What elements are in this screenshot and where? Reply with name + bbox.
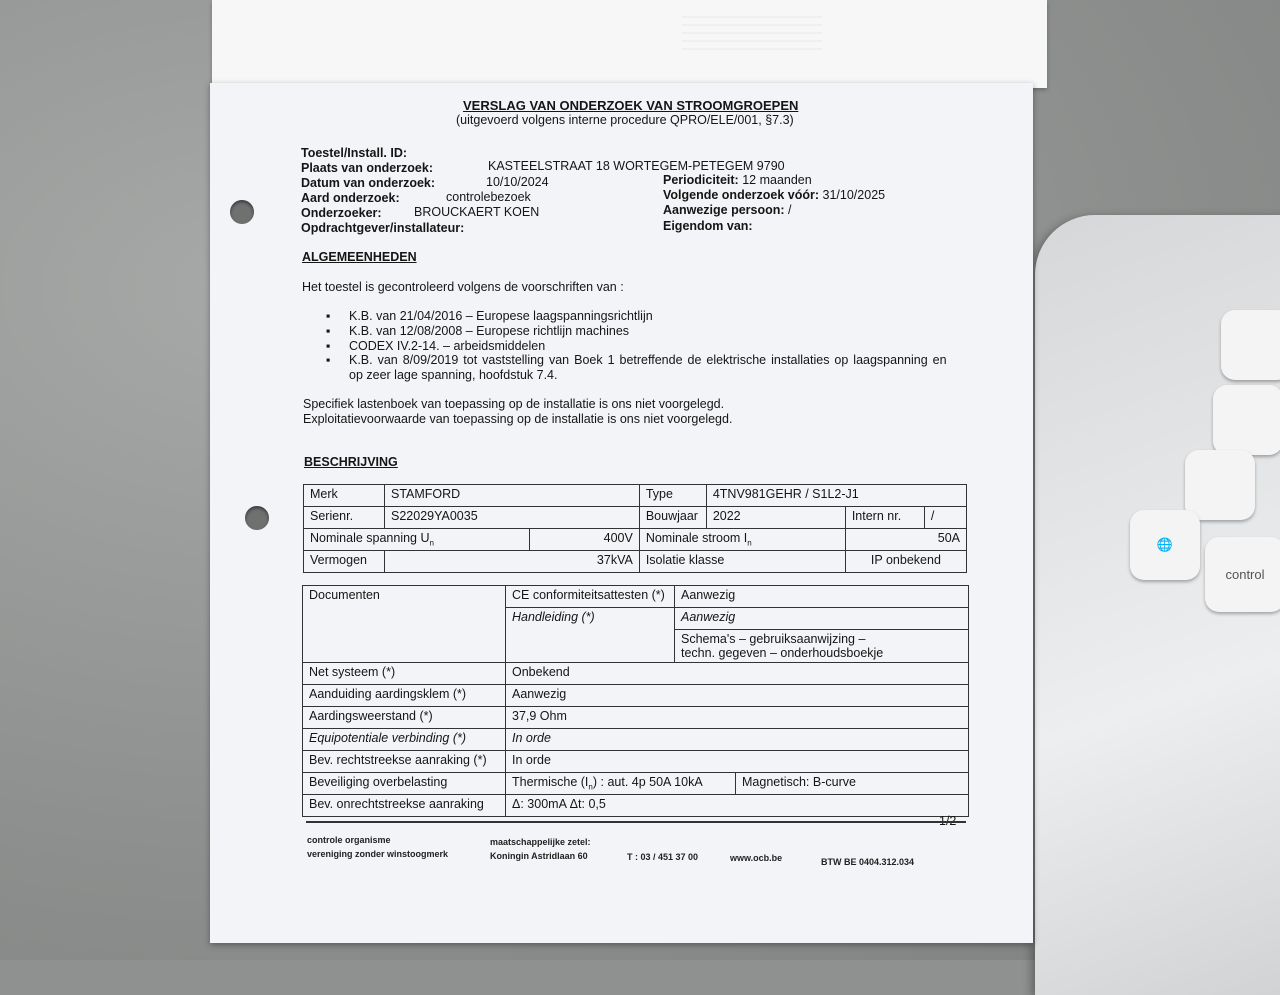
place-value: KASTEELSTRAAT 18 WORTEGEM-PETEGEM 9790 <box>488 159 785 173</box>
type-label: Type <box>639 485 706 507</box>
owner-label: Eigendom van: <box>663 219 753 233</box>
periodicity-label: Periodiciteit: <box>663 173 739 187</box>
check-value: In orde <box>506 751 969 773</box>
current-label: Nominale stroom $I_n$ <box>639 529 845 551</box>
bullet-item: ▪ <box>326 324 331 338</box>
kind-label: Aard onderzoek: <box>301 191 400 205</box>
control-key <box>1205 537 1280 612</box>
punch-hole <box>245 506 269 530</box>
date-label: Datum van onderzoek: <box>301 176 436 190</box>
equipment-table <box>303 484 967 573</box>
voltage-label: Nominale spanning $U_n$ <box>304 529 530 551</box>
present-person-label: Aanwezige persoon: <box>663 203 785 217</box>
bullet-item: ▪ <box>326 353 331 367</box>
globe-key: 🌐 <box>1130 510 1200 580</box>
spec-note: Specifiek lastenboek van toepassing op de installatie is ons niet voorgelegd. <box>303 397 725 411</box>
check-label: Equipotentiale verbinding (*) <box>303 729 506 751</box>
overload-label: Beveiliging overbelasting <box>303 773 506 795</box>
power-value: 37kVA <box>385 551 640 573</box>
bullet-text-continued: op zeer lage spanning, hoofdstuk 7.4. <box>349 368 558 382</box>
report-title: VERSLAG VAN ONDERZOEK VAN STROOMGROEPEN <box>463 98 799 113</box>
next-inspection-label: Volgende onderzoek vóór: <box>663 188 820 202</box>
footer-phone: T : 03 / 451 37 00 <box>627 852 699 862</box>
serial-label: Serienr. <box>304 507 385 529</box>
next-inspection-value: 31/10/2025 <box>822 188 886 202</box>
ip-value: IP onbekend <box>845 551 966 573</box>
control-key-label: control <box>1225 567 1265 582</box>
bullet-text: CODEX IV.2-14. – arbeidsmiddelen <box>349 339 546 353</box>
check-value: In orde <box>506 729 969 751</box>
footer-org-type: controle organisme <box>307 835 391 845</box>
bullet-item: ▪ <box>326 339 331 353</box>
brand-label: Merk <box>304 485 385 507</box>
bullet-text: K.B. van 8/09/2019 tot vaststelling van Boek 1 betreffende de elektrische installaties op laagspanning en <box>349 353 947 367</box>
brand-value: STAMFORD <box>385 485 640 507</box>
ce-value: Aanwezig <box>675 586 969 608</box>
check-label: Bev. rechtstreekse aanraking (*) <box>303 751 506 773</box>
footer-divider <box>306 821 966 823</box>
check-label: Net systeem (*) <box>303 663 506 685</box>
footer-vat: BTW BE 0404.312.034 <box>821 857 915 867</box>
general-intro: Het toestel is gecontroleerd volgens de voorschriften van : <box>302 280 624 294</box>
underlying-sheet-text <box>682 10 822 50</box>
inspector-label: Onderzoeker: <box>301 206 382 220</box>
footer-seat-label: maatschappelijke zetel: <box>490 837 591 847</box>
voltage-value: 400V <box>530 529 640 551</box>
insulation-label: Isolatie klasse <box>639 551 845 573</box>
manual-value: Aanwezig <box>675 608 969 630</box>
internal-label: Intern nr. <box>845 507 924 529</box>
date-value: 10/10/2024 <box>486 175 549 189</box>
serial-value: S22029YA0035 <box>385 507 640 529</box>
ce-label: CE conformiteitsattesten (*) <box>506 586 675 608</box>
footer-org-kind: vereniging zonder winstoogmerk <box>307 849 449 859</box>
device-id-label: Toestel/Install. ID: <box>301 146 408 160</box>
overload-value: Thermische $(I_n)$ : aut. 4p 50A 10kA <box>506 773 736 795</box>
place-label: Plaats van onderzoek: <box>301 161 433 175</box>
keyboard-key <box>1213 385 1280 455</box>
description-heading: BESCHRIJVING <box>304 455 398 469</box>
underlying-sheet <box>212 0 1047 88</box>
type-value: 4TNV981GEHR / S1L2-J1 <box>706 485 966 507</box>
keyboard-key <box>1221 310 1280 380</box>
general-heading: ALGEMEENHEDEN <box>302 250 417 264</box>
indirect-label: Bev. onrechtstreekse aanraking <box>303 795 506 817</box>
check-value: Aanwezig <box>506 685 969 707</box>
inspector-value: BROUCKAERT KOEN <box>414 205 540 219</box>
footer-address: Koningin Astridlaan 60 <box>490 851 588 861</box>
bullet-text: K.B. van 12/08/2008 – Europese richtlijn machines <box>349 324 630 338</box>
footer-website: www.ocb.be <box>730 853 783 863</box>
internal-value: / <box>924 507 966 529</box>
power-label: Vermogen <box>304 551 385 573</box>
magnetic-value: Magnetisch: B-curve <box>736 773 969 795</box>
kind-value: controlebezoek <box>446 190 531 204</box>
check-value: 37,9 Ohm <box>506 707 969 729</box>
year-value: 2022 <box>706 507 845 529</box>
indirect-value: Δ: 300mA Δt: 0,5 <box>506 795 969 817</box>
check-label: Aardingsweerstand (*) <box>303 707 506 729</box>
exploitation-note: Exploitatievoorwaarde van toepassing op de installatie is ons niet voorgelegd. <box>303 412 733 426</box>
year-label: Bouwjaar <box>639 507 706 529</box>
bullet-text: K.B. van 21/04/2016 – Europese laagspanningsrichtlijn <box>349 309 653 323</box>
punch-hole <box>230 200 254 224</box>
report-subtitle: (uitgevoerd volgens interne procedure QPRO/ELE/001, §7.3) <box>456 113 794 127</box>
periodicity-value: 12 maanden <box>742 173 812 187</box>
inspection-report-page <box>210 83 1033 943</box>
current-value: 50A <box>845 529 966 551</box>
checks-table <box>302 585 969 817</box>
documents-label: Documenten <box>303 586 506 663</box>
keyboard-key <box>1185 450 1255 520</box>
bullet-item: ▪ <box>326 309 331 323</box>
check-label: Aanduiding aardingsklem (*) <box>303 685 506 707</box>
check-value: Onbekend <box>506 663 969 685</box>
laptop-keyboard <box>1035 215 1280 995</box>
present-person-value: / <box>788 203 792 217</box>
manual-label: Handleiding (*) <box>506 608 675 663</box>
schema-value: Schema's – gebruiksaanwijzing – techn. gegeven – onderhoudsboekje <box>675 630 969 663</box>
client-label: Opdrachtgever/installateur: <box>301 221 465 235</box>
